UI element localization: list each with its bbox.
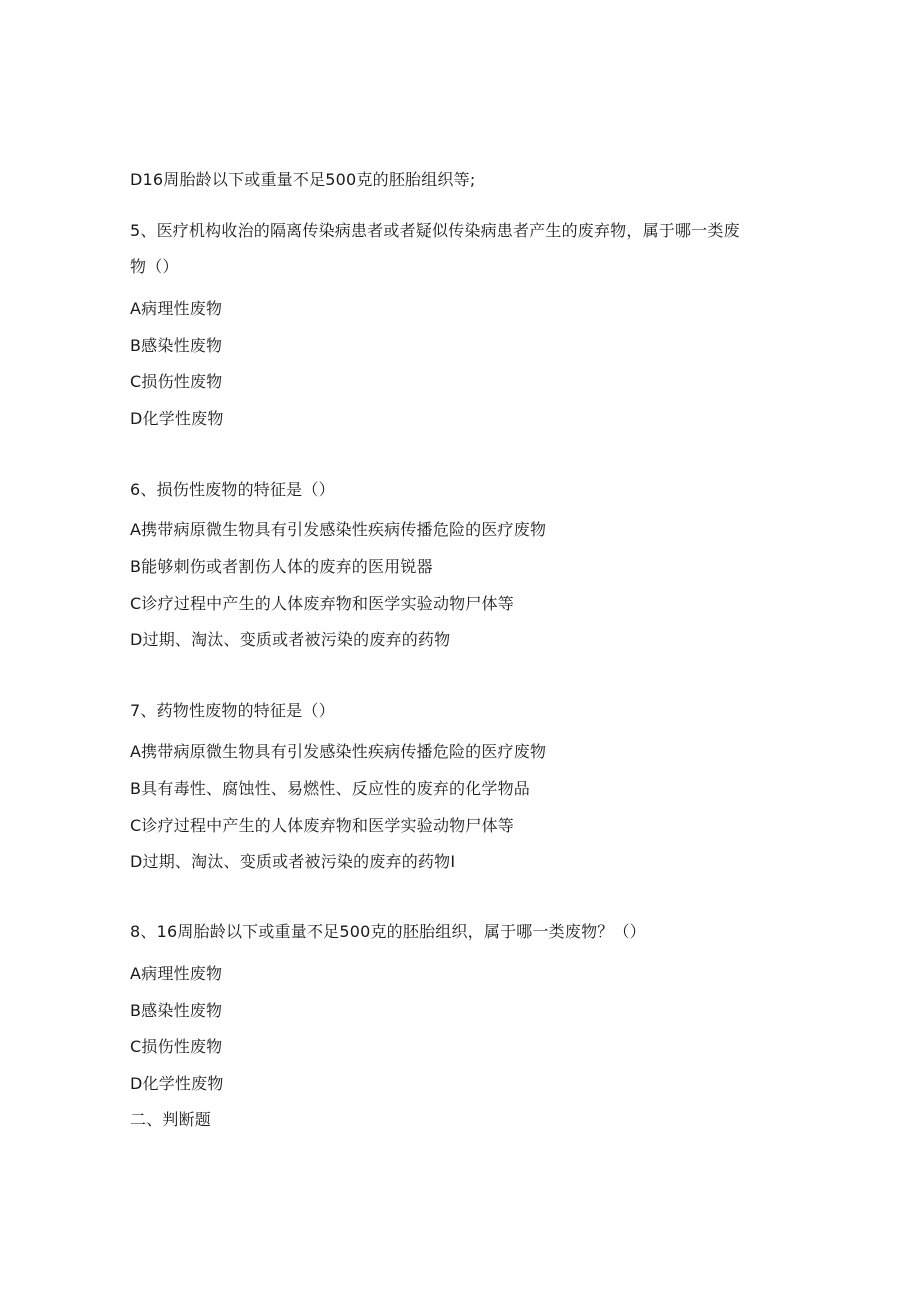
- option-d: D过期、淘汰、变质或者被污染的废弃的药物: [130, 630, 451, 649]
- option-c: C损伤性废物: [130, 372, 223, 391]
- option-b: B能够刺伤或者割伤人体的废弃的医用锐器: [130, 557, 433, 576]
- option-b: B具有毒性、腐蚀性、易燃性、反应性的废弃的化学物品: [130, 779, 530, 798]
- option-c: C诊疗过程中产生的人体废弃物和医学实验动物尸体等: [130, 816, 514, 835]
- option-c: C诊疗过程中产生的人体废弃物和医学实验动物尸体等: [130, 594, 514, 613]
- option-d: D化学性废物: [130, 409, 224, 428]
- question-stem: 6、损伤性废物的特征是（）: [130, 480, 335, 499]
- option-c: C损伤性废物: [130, 1037, 223, 1056]
- option-b: B感染性废物: [130, 336, 223, 355]
- option-a: A携带病原微生物具有引发感染性疾病传播危险的医疗废物: [130, 742, 547, 761]
- option-b: B感染性废物: [130, 1001, 223, 1020]
- option-a: A病理性废物: [130, 299, 223, 318]
- option-d: D过期、淘汰、变质或者被污染的废弃的药物I: [130, 852, 456, 871]
- option-a: A携带病原微生物具有引发感染性疾病传播危险的医疗废物: [130, 520, 547, 539]
- carryover-option-d: D16周胎龄以下或重量不足500克的胚胎组织等;: [130, 170, 476, 189]
- question-stem-continued: 物（）: [130, 257, 179, 276]
- question-stem: 7、药物性废物的特征是（）: [130, 701, 335, 720]
- option-a: A病理性废物: [130, 964, 223, 983]
- question-stem: 8、16周胎龄以下或重量不足500克的胚胎组织，属于哪一类废物？（）: [130, 922, 646, 941]
- question-stem: 5、医疗机构收治的隔离传染病患者或者疑似传染病患者产生的废弃物，属于哪一类废: [130, 221, 740, 240]
- section-heading: 二、判断题: [130, 1110, 212, 1129]
- option-d: D化学性废物: [130, 1074, 224, 1093]
